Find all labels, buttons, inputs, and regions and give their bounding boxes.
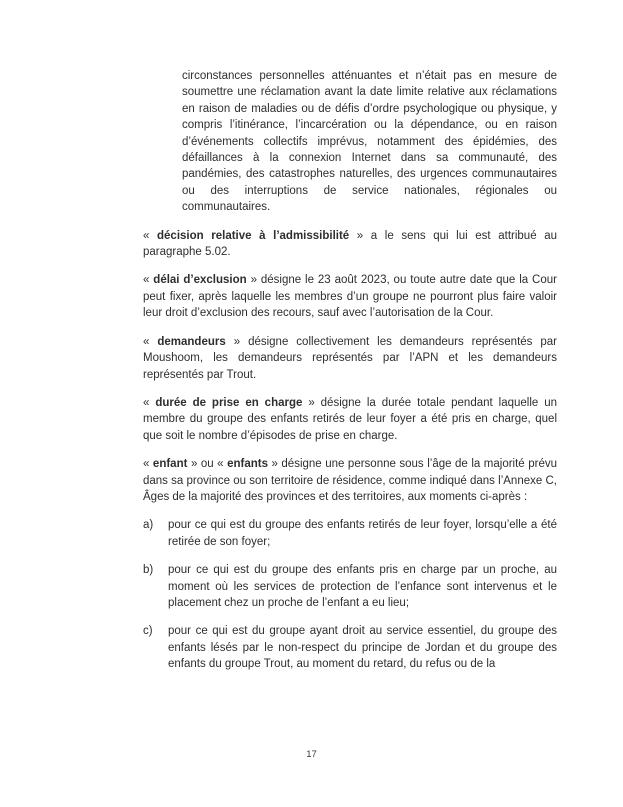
definition-term-2: enfants <box>227 458 268 471</box>
intro-paragraph: circonstances personnelles atténuantes et n’était pas en mesure de soumettre une réclamation avant la date limite relative aux réclamations en raison de maladies ou de défis d’ordre psychologique ou physique, y compris l’itinérance, l’incarcération ou la dépendance, ou en raison d’événements collectifs imprévus, notamment des épidémies, des défaillances à la connexion Internet dans sa communauté, des pandémies, des catastrophes naturelles, des urgences communautaires ou des interruptions de service nationales, régionales ou communautaires. <box>182 70 557 214</box>
guillemet-mid: » ou « <box>187 458 228 471</box>
list-item-c <box>143 623 557 672</box>
definition-paragraph-duree <box>143 395 557 444</box>
page-number: 17 <box>306 749 317 760</box>
definition-term: décision relative à l’admissibilité <box>157 229 350 242</box>
list-marker: b) <box>143 564 154 577</box>
list-item-b <box>143 562 557 611</box>
list-marker: c) <box>143 625 153 638</box>
definition-body: » désigne la durée totale pendant laquelle un membre du groupe des enfants retirés de leur foyer a été pris en charge, quel que soit le nombre d’épisodes de prise en charge. <box>143 396 558 442</box>
definition-term: enfant <box>152 458 188 471</box>
definition-body: » désigne une personne sous l’âge de la majorité prévu dans sa province ou son territoire de résidence, comme indiqué dans l’Annexe C, Âges de la majorité des provinces et des territoires, aux moments ci-après : <box>143 458 557 503</box>
guillemet-open: « <box>143 274 154 287</box>
list-marker: a) <box>143 519 154 532</box>
list-item-a <box>143 517 557 550</box>
guillemet-open: « <box>143 229 157 242</box>
guillemet-open: « <box>143 396 156 409</box>
page-content <box>143 68 557 685</box>
definition-paragraph-demandeurs <box>143 334 557 383</box>
list-text: pour ce qui est du groupe des enfants retirés de leur foyer, lorsqu’elle a été retirée de son foyer; <box>168 519 557 548</box>
definition-body: » désigne le 23 août 2023, ou toute autre date que la Cour peut fixer, après laquelle les membres d’un groupe ne pourront plus faire valoir leur droit d’exclusion des recours, sauf avec l’autorisation de la Cour. <box>143 274 557 320</box>
guillemet-open: « <box>143 458 153 471</box>
definition-body: » désigne collectivement les demandeurs représentés par Moushoom, les demandeurs représentés par l’APN et les demandeurs représentés par Trout. <box>143 335 557 381</box>
definition-paragraph-delai <box>143 272 557 321</box>
definition-body: » a le sens qui lui est attribué au paragraphe 5.02. <box>143 229 557 259</box>
definition-term: demandeurs <box>157 335 226 348</box>
list-text: pour ce qui est du groupe des enfants pris en charge par un proche, au moment où les services de protection de l’enfance sont intervenus et le placement chez un proche de l’enfant a eu lieu; <box>168 564 557 609</box>
definition-term: durée de prise en charge <box>155 396 303 409</box>
guillemet-open: « <box>143 335 158 348</box>
list-text: pour ce qui est du groupe ayant droit au service essentiel, du groupe des enfants lésés par le non-respect du principe de Jordan et du groupe des enfants du groupe Trout, au moment du retard, du refus ou de la <box>168 625 557 671</box>
definition-term: délai d’exclusion <box>153 274 247 287</box>
definition-paragraph-decision <box>143 228 557 261</box>
definition-paragraph-enfant <box>143 456 557 505</box>
